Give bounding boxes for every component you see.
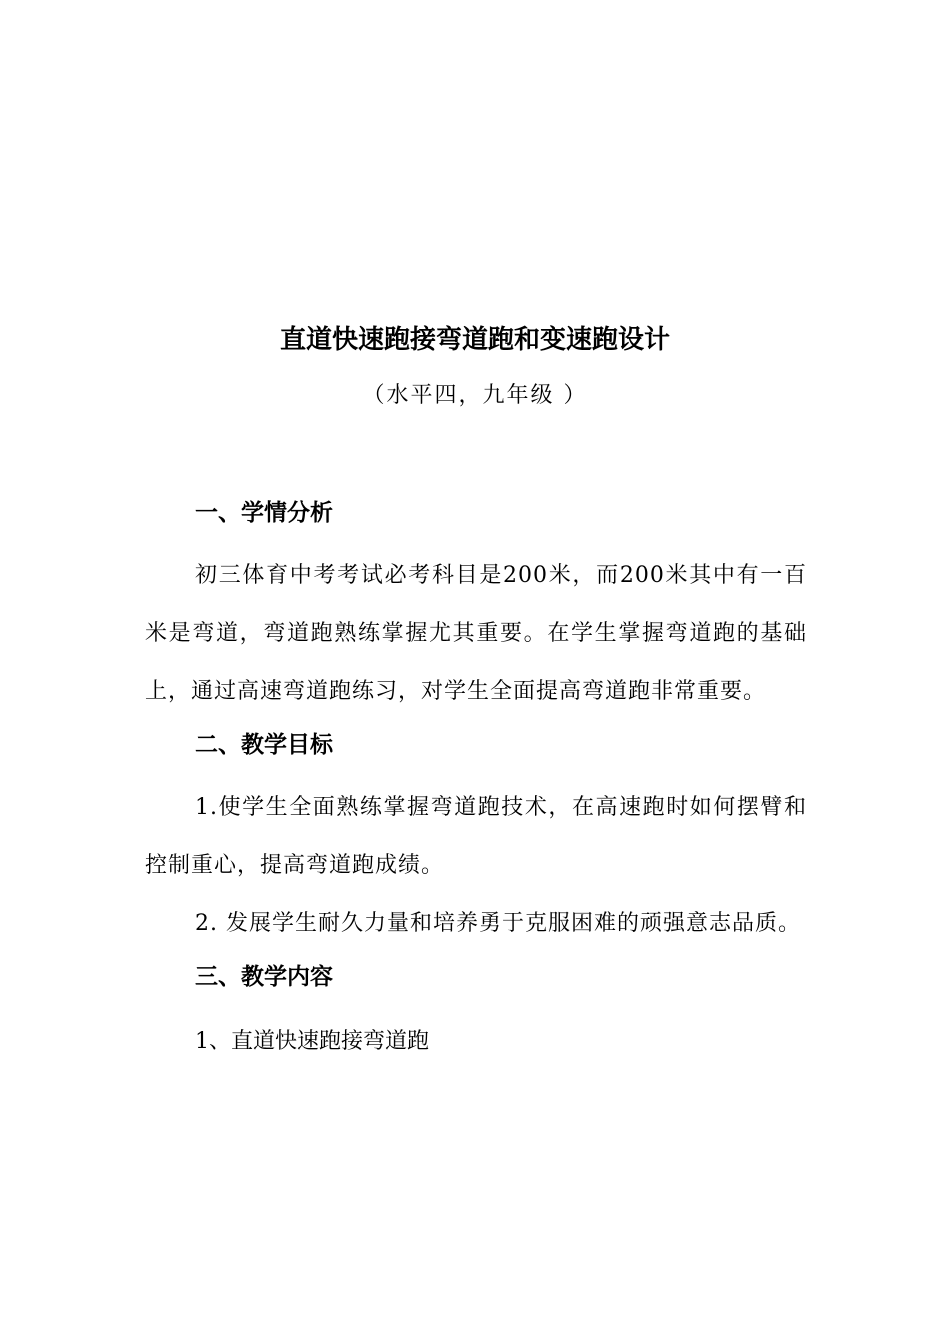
section-heading: 一、学情分析 (195, 500, 333, 526)
section-paragraph: 2. 发展学生耐久力量和培养勇于克服困难的顽强意志品质。 (195, 911, 801, 936)
section-heading: 二、教学目标 (195, 732, 333, 758)
section-paragraph: 初三体育中考考试必考科目是200米，而200米其中有一百米是弯道，弯道跑熟练掌握尤其重要。在学生掌握弯道跑的基础上，通过高速弯道跑练习，对学生全面提高弯道跑非常重要。 (145, 563, 807, 704)
document-title: 直道快速跑接弯道跑和变速跑设计 (279, 325, 670, 355)
document-subtitle: （水平四，九年级 ） (362, 383, 588, 408)
section-heading: 三、教学内容 (195, 964, 333, 990)
content-item: 1、直道快速跑接弯道跑 (195, 1029, 429, 1054)
section-teaching-objectives (145, 723, 807, 953)
section-teaching-content (145, 955, 807, 1071)
document-body (145, 491, 807, 1071)
section-student-analysis (145, 491, 807, 721)
section-paragraph: 1.使学生全面熟练掌握弯道跑技术，在高速跑时如何摆臂和控制重心，提高弯道跑成绩。 (145, 795, 807, 878)
